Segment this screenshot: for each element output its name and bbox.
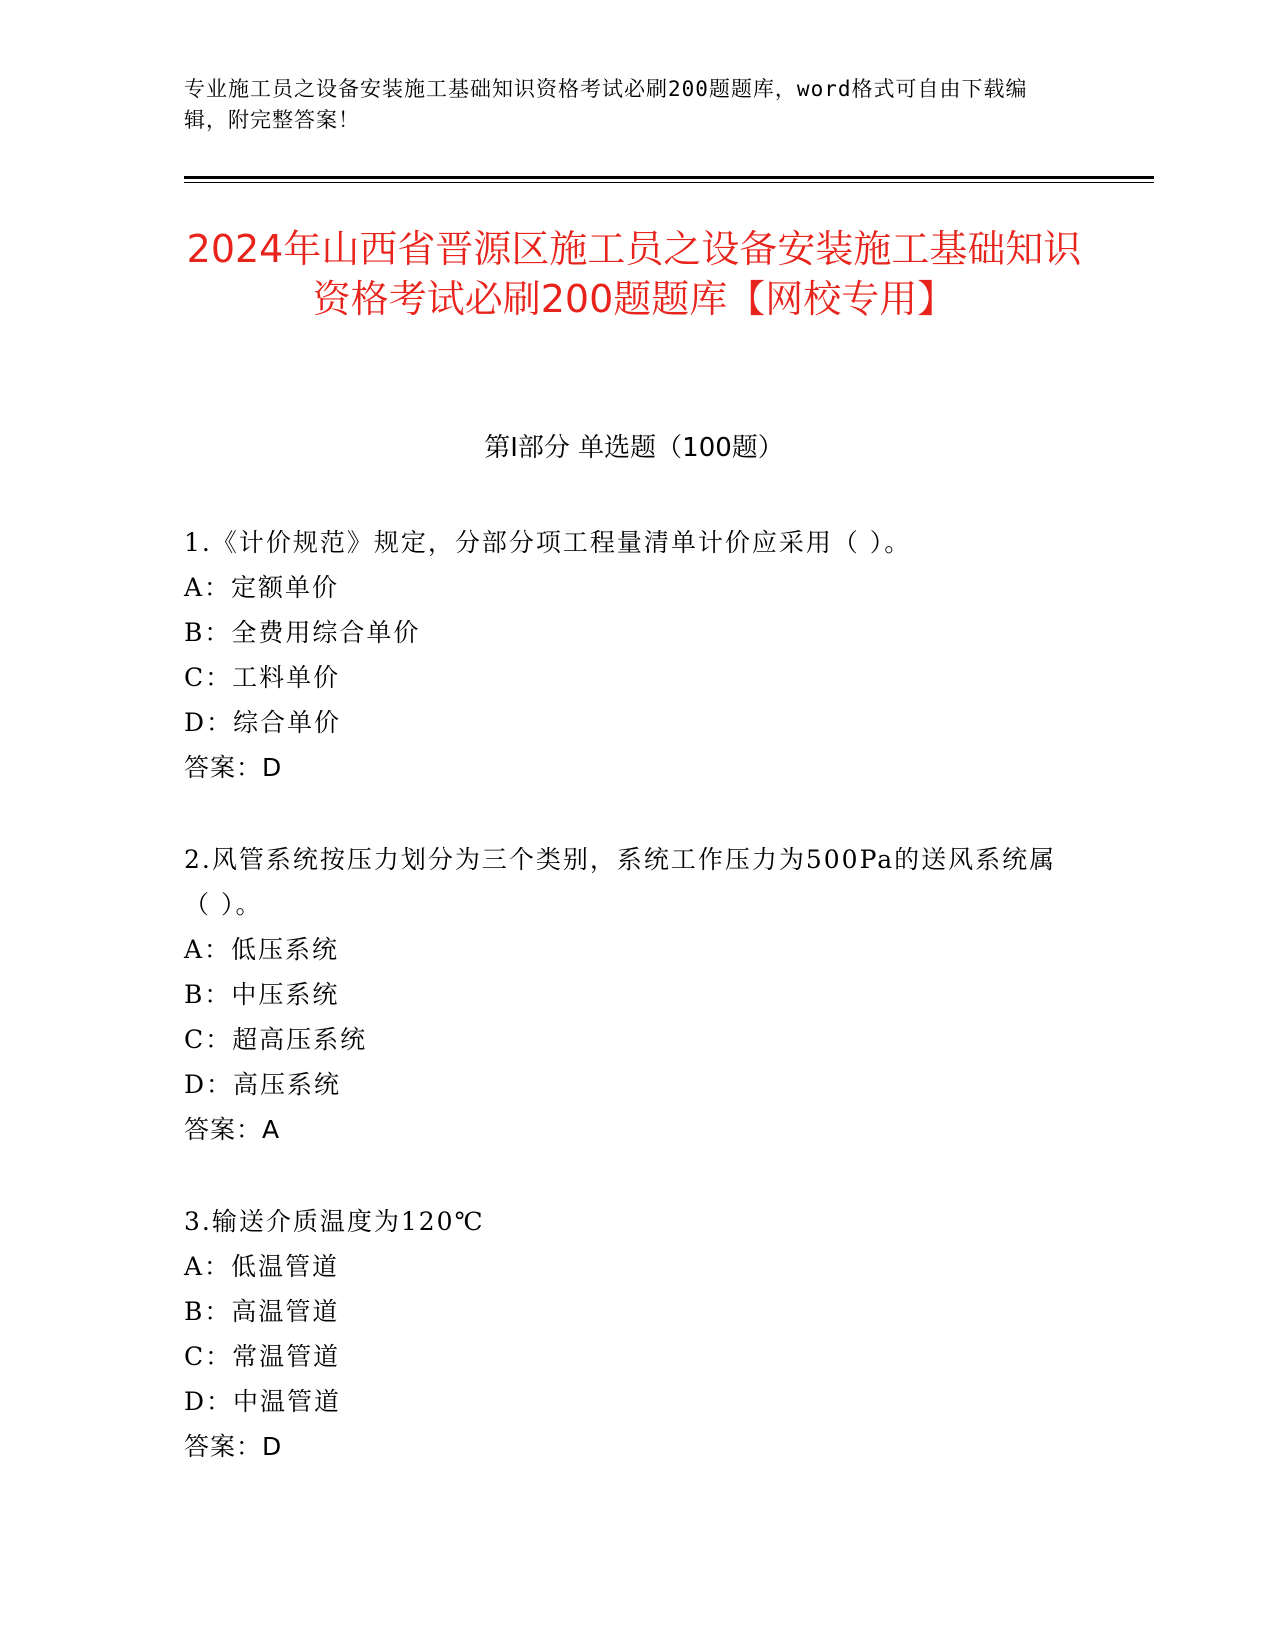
option-a: A：低温管道 (184, 1252, 340, 1281)
question-1 (184, 520, 1064, 790)
option-d: D：中温管道 (184, 1387, 342, 1416)
option-b: B：中压系统 (184, 980, 340, 1009)
option-a: A：定额单价 (184, 573, 340, 602)
intro-text: 专业施工员之设备安装施工基础知识资格考试必刷200题题库，word格式可自由下载编辑，附完整答案！ (184, 77, 1028, 132)
question-3 (184, 1199, 1064, 1469)
question-list (184, 520, 1064, 1516)
option-c: C：超高压系统 (184, 1025, 368, 1054)
question-stem: 1.《计价规范》规定，分部分项工程量清单计价应采用（ ）。 (184, 528, 912, 557)
answer-line: 答案：D (184, 1432, 283, 1461)
header-divider-thin (184, 182, 1154, 183)
section-title: 第I部分 单选题（100题） (484, 433, 784, 463)
option-d: D：高压系统 (184, 1070, 342, 1099)
option-b: B：高温管道 (184, 1297, 340, 1326)
document-title: 2024年山西省晋源区施工员之设备安装施工基础知识资格考试必刷200题题库【网校专用】 (186, 227, 1082, 321)
answer-line: 答案：D (184, 753, 283, 782)
option-c: C：工料单价 (184, 663, 341, 692)
question-stem: 3.输送介质温度为120℃ (184, 1207, 485, 1236)
question-stem: 2.风管系统按压力划分为三个类别，系统工作压力为500Pa的送风系统属（ ）。 (184, 845, 1057, 919)
question-2 (184, 837, 1064, 1152)
header-divider-thick (184, 176, 1154, 179)
option-b: B：全费用综合单价 (184, 618, 421, 647)
option-a: A：低压系统 (184, 935, 340, 964)
option-c: C：常温管道 (184, 1342, 341, 1371)
answer-line: 答案：A (184, 1115, 281, 1144)
option-d: D：综合单价 (184, 708, 342, 737)
